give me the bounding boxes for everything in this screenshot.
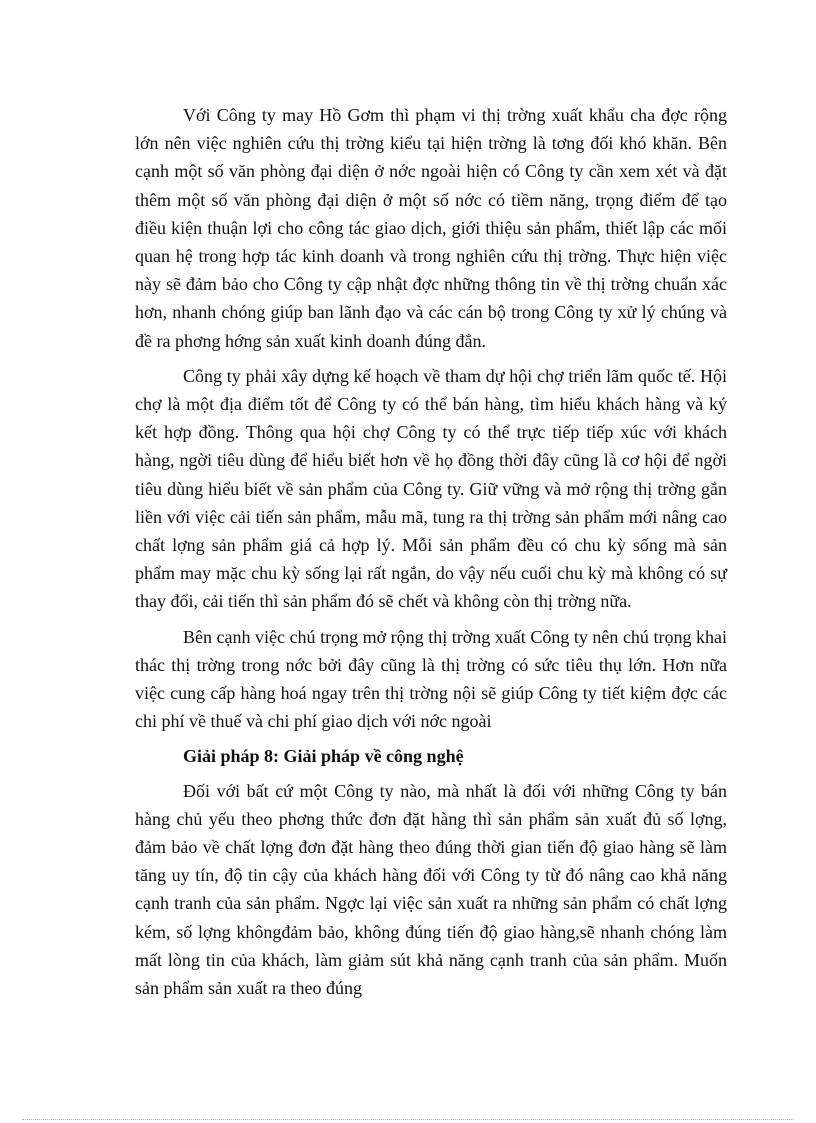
section-heading: Giải pháp 8: Giải pháp về công nghệ [183, 746, 464, 767]
paragraph-domestic-market: Bên cạnh việc chú trọng mở rộng thị trờng xuất Công ty nên chú trọng khai thác thị trờng trong nớc bởi đây cũng là thị trờng có sức tiêu thụ lớn. Hơn nữa việc cung cấp hàng hoá ngay trên thị trờng nội sẽ giúp Công ty tiết kiệm đợc các chi phí về thuế và chi phí giao dịch với nớc ngoài [135, 626, 727, 732]
paragraph-technology: Đối với bất cứ một Công ty nào, mà nhất là đối với những Công ty bán hàng chủ yếu theo phơng thức đơn đặt hàng thì sản phẩm sản xuất đủ số lợng, đảm bảo về chất lợng đơn đặt hàng theo đúng thời gian tiến độ giao hàng sẽ làm tăng uy tín, độ tin cậy của khách hàng đối với Công ty từ đó nâng cao khả năng cạnh tranh của sản phẩm. Ngợc lại việc sản xuất ra những sản phẩm có chất lợng kém, số lợng khôngđảm bảo, không đúng tiến độ giao hàng,sẽ nhanh chóng làm mất lòng tin của khách, làm giảm sút khả năng cạnh tranh của sản phẩm. Muốn sản phẩm sản xuất ra theo đúng [135, 780, 727, 999]
paragraph-trade-fairs: Công ty phải xây dựng kế hoạch về tham dự hội chợ triển lãm quốc tế. Hội chợ là một địa điểm tốt để Công ty có thể bán hàng, tìm hiểu khách hàng và ký kết hợp đồng. Thông qua hội chợ Công ty có thể trực tiếp tiếp xúc với khách hàng, ngời tiêu dùng để hiểu biết hơn về họ đồng thời đây cũng là cơ hội để ngời tiêu dùng hiểu biết về sản phẩm của Công ty. Giữ vững và mở rộng thị trờng gắn liền với việc cải tiến sản phẩm, mẫu mã, tung ra thị trờng sản phẩm mới nâng cao chất lợng sản phẩm giá cả hợp lý. Mỗi sản phẩm đều có chu kỳ sống mà sản phẩm may mặc chu kỳ sống lại rất ngắn, do vậy nếu cuối chu kỳ mà không có sự thay đổi, cải tiến thì sản phẩm đó sẽ chết và không còn thị trờng nữa. [135, 365, 727, 612]
document-body [135, 101, 727, 1009]
paragraph-overseas-offices: Với Công ty may Hồ Gơm thì phạm vi thị trờng xuất khẩu cha đợc rộng lớn nên việc nghiên cứu thị trờng kiểu tại hiện trờng là tơng đối khó khăn. Bên cạnh một số văn phòng đại diện ở nớc ngoài hiện có Công ty cần xem xét và đặt thêm một số văn phòng đại diện ở một số nớc có tiềm năng, trọng điểm để tạo điều kiện thuận lợi cho công tác giao dịch, giới thiệu sản phẩm, thiết lập các mối quan hệ trong hợp tác kinh doanh và trong nghiên cứu thị trờng. Thực hiện việc này sẽ đảm bảo cho Công ty cập nhật đợc những thông tin về thị trờng chuẩn xác hơn, nhanh chóng giúp ban lãnh đạo và các cán bộ trong Công ty xử lý chúng và đề ra phơng hớng sản xuất kinh doanh đúng đắn. [135, 105, 727, 351]
page-bottom-divider [22, 1119, 794, 1120]
